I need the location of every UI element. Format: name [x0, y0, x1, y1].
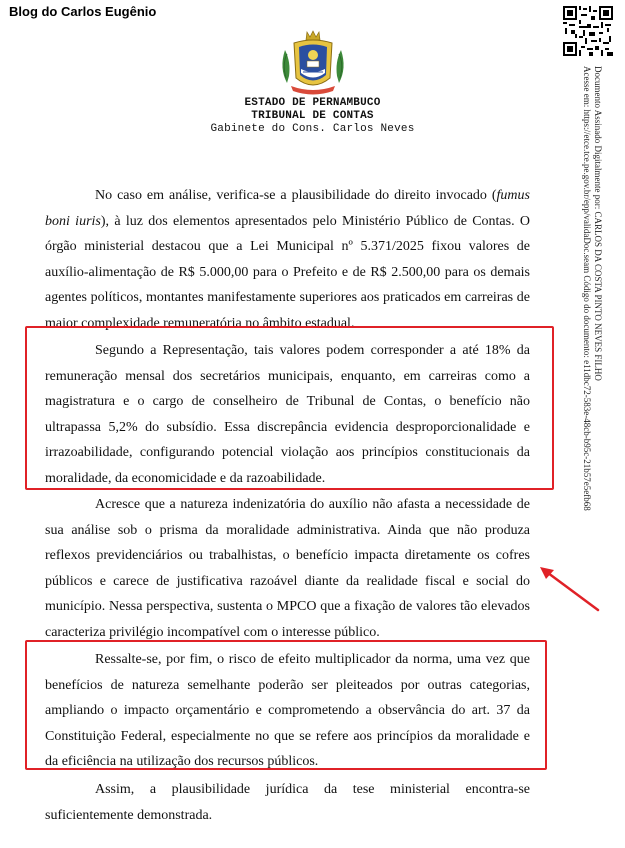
paragraph-5: Assim, a plausibilidade jurídica da tese ministerial encontra-se suficientemente demonstrada.	[45, 782, 530, 823]
paragraph-3: Acresce que a natureza indenizatória do auxílio não afasta a necessidade de sua análise sob o prisma da moralidade administrativa. Ainda que não produza reflexos previdenciários ou trabalhistas, o benefício impacta diretamente os cofres públicos e carece de justificativa razoável diante da realidade fiscal e social do município. Nessa perspectiva, sustenta o MPCO que a fixação de valores tão elevados caracteriza privilégio incompatível com o interesse público.	[45, 497, 530, 640]
letterhead-court: TRIBUNAL DE CONTAS	[251, 110, 374, 122]
letterhead-office: Gabinete do Cons. Carlos Neves	[210, 123, 415, 135]
verification-line: Acesse em: https://etce.tce.pe.gov.br/epp/validaDoc.seam Código do documento: e11dbc72-583e-48cb-b95c-21b57e5efb68	[582, 66, 592, 511]
digital-signature-note	[581, 66, 625, 586]
paragraph-1: No caso em análise, verifica-se a plausibilidade do direito invocado (fumus boni iuris), à luz dos elementos apresentados pelo Ministério Público de Contas. O órgão ministerial destacou que a Lei Municipal nº 5.371/2025 fixou valores de auxílio-alimentação de R$ 5.000,00 para o Prefeito e de R$ 2.500,00 para os demais agentes políticos, montantes manifestamente superiores aos praticados em carreiras de maior complexidade remuneratória no âmbito estadual.	[45, 188, 530, 331]
paragraph-2: Segundo a Representação, tais valores podem corresponder a até 18% da remuneração mensal dos secretários municipais, enquanto, em carreiras como a magistratura e o cargo de conselheiro de Tribunal de Contas, o benefício não ultrapassa 5,2% do subsídio. Essa discrepância evidencia desproporcionalidade e irrazoabilidade, configurando potencial violação aos princípios constitucionais da moralidade, da economicidade e da razoabilidade.	[45, 343, 530, 486]
highlight-box-paragraph-4	[25, 640, 547, 770]
highlight-box-paragraph-2	[25, 326, 554, 490]
letterhead-state: ESTADO DE PERNAMBUCO	[244, 97, 381, 109]
paragraph-4: Ressalte-se, por fim, o risco de efeito multiplicador da norma, uma vez que benefícios de natureza semelhante poderão ser pleiteados por outras categorias, ampliando o impacto orçamentário e comprometendo a observância do art. 37 da Constituição Federal, especialmente no que se refere aos princípios da moralidade e da eficiência na utilização dos recursos públicos.	[45, 652, 530, 770]
letterhead	[0, 97, 625, 136]
latin-term: fumus boni iuris	[45, 188, 530, 229]
qr-code	[563, 6, 613, 56]
blog-title: Blog do Carlos Eugênio	[9, 4, 157, 19]
red-arrow-annotation	[536, 562, 602, 614]
coat-of-arms-crest	[277, 28, 349, 98]
signature-line: Documento Assinado Digitalmente por: CARLOS DA COSTA PINTO NEVES FILHO	[593, 66, 603, 381]
